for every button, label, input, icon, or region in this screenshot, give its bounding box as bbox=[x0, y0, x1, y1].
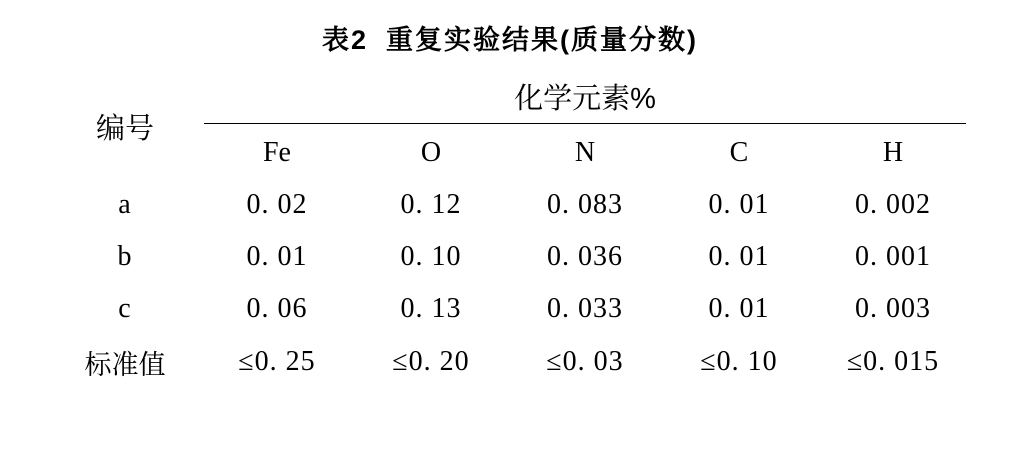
cell-fe: 0. 06 bbox=[246, 293, 308, 324]
standard-h: ≤0. 015 bbox=[846, 346, 940, 377]
column-header-o: O bbox=[420, 137, 442, 168]
cell-h: 0. 001 bbox=[855, 241, 931, 272]
standard-c: ≤0. 10 bbox=[700, 346, 778, 377]
cell-fe: 0. 02 bbox=[246, 189, 308, 220]
row-id: a bbox=[118, 189, 132, 220]
cell-c: 0. 01 bbox=[708, 189, 770, 220]
cell-o: 0. 13 bbox=[400, 293, 462, 324]
table-caption-label: 表2 bbox=[321, 25, 369, 55]
row-id: c bbox=[118, 293, 132, 324]
table-caption-title: 重复实验结果(质量分数) bbox=[386, 25, 698, 55]
column-header-h: H bbox=[882, 137, 904, 168]
standard-label: 标准值 bbox=[84, 349, 166, 380]
column-header-c: C bbox=[729, 137, 749, 168]
standard-fe: ≤0. 25 bbox=[238, 346, 316, 377]
cell-c: 0. 01 bbox=[708, 241, 770, 272]
table-header-group-row bbox=[50, 73, 970, 127]
cell-h: 0. 002 bbox=[855, 189, 931, 220]
table-caption bbox=[0, 0, 1020, 73]
cell-n: 0. 036 bbox=[546, 241, 623, 272]
standard-row bbox=[50, 335, 970, 389]
header-group bbox=[200, 73, 970, 127]
header-group-label: 化学元素% bbox=[204, 76, 966, 124]
header-id: 编号 bbox=[95, 112, 154, 145]
cell-h: 0. 003 bbox=[855, 293, 931, 324]
standard-n: ≤0. 03 bbox=[546, 346, 624, 377]
cell-n: 0. 033 bbox=[546, 293, 623, 324]
table-row bbox=[50, 179, 970, 231]
cell-o: 0. 12 bbox=[400, 189, 462, 220]
standard-o: ≤0. 20 bbox=[392, 346, 470, 377]
results-table bbox=[50, 73, 970, 389]
cell-n: 0. 083 bbox=[546, 189, 623, 220]
column-header-n: N bbox=[574, 137, 596, 168]
row-id: b bbox=[117, 241, 133, 272]
table-row bbox=[50, 231, 970, 283]
column-header-fe: Fe bbox=[262, 137, 291, 168]
cell-fe: 0. 01 bbox=[246, 241, 308, 272]
cell-o: 0. 10 bbox=[400, 241, 462, 272]
table-row bbox=[50, 283, 970, 335]
cell-c: 0. 01 bbox=[708, 293, 770, 324]
